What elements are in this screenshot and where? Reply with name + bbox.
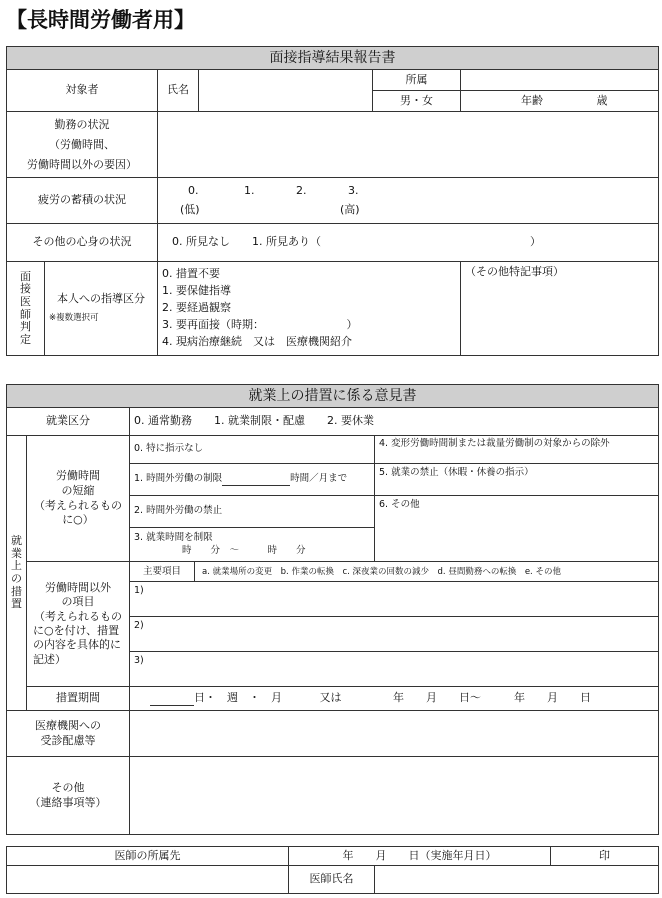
guidance-label-cell: 本人への指導区分 ※複数選択可 bbox=[45, 262, 158, 356]
doctor-name-field[interactable] bbox=[375, 866, 659, 894]
other-label: その他 （連絡事項等） bbox=[7, 757, 130, 835]
main-items-row[interactable] bbox=[130, 562, 659, 582]
period-field[interactable]: 日・ 週 ・ 月 又は 年 月 日～ 年 月 日 bbox=[130, 687, 659, 711]
doctor-info-table bbox=[6, 846, 659, 894]
medical-label: 医療機関への 受診配慮等 bbox=[7, 711, 130, 757]
fatigue-label: 疲労の蓄積の状況 bbox=[7, 178, 158, 224]
fatigue-1: 1. bbox=[244, 183, 255, 197]
item-row-2[interactable]: 2) bbox=[130, 617, 659, 652]
work-status-field[interactable] bbox=[158, 112, 659, 178]
measures-label: 就 業 上 の 措 置 bbox=[7, 436, 27, 711]
option-6[interactable]: 6. その他 bbox=[375, 496, 659, 562]
report-header: 面接指導結果報告書 bbox=[7, 47, 659, 70]
doctor-name-label: 医師氏名 bbox=[289, 866, 375, 894]
age-field[interactable] bbox=[461, 91, 659, 112]
interview-report-table bbox=[6, 46, 659, 356]
guidance-options[interactable]: 0. 措置不要 1. 要保健指導 2. 要経過観察 3. 要再面接（時期： ） 4. 現病治療継続 又は 医療機関紹介 bbox=[158, 262, 461, 356]
fatigue-2: 2. bbox=[296, 183, 307, 197]
fatigue-3: 3. bbox=[348, 183, 359, 197]
fatigue-low: (低) bbox=[180, 202, 200, 216]
doctor-affiliation-label: 医師の所属先 bbox=[7, 847, 289, 866]
gender-options[interactable]: 男・女 bbox=[373, 91, 461, 112]
work-class-label: 就業区分 bbox=[7, 408, 130, 436]
name-label: 氏名 bbox=[158, 70, 199, 112]
subject-label: 対象者 bbox=[7, 70, 158, 112]
medical-field[interactable] bbox=[130, 711, 659, 757]
work-status-label: 勤務の状況 （労働時間、 労働時間以外の要因） bbox=[7, 112, 158, 178]
name-field[interactable] bbox=[199, 70, 373, 112]
opinion-table bbox=[6, 384, 659, 835]
fatigue-0: 0. bbox=[188, 183, 199, 197]
document-title: 【長時間労働者用】 bbox=[6, 8, 195, 32]
other-field[interactable] bbox=[130, 757, 659, 835]
age-label: 年齢 bbox=[521, 93, 543, 107]
option-3[interactable]: 3. 就業時間を制限 時 分 ～ 時 分 bbox=[130, 528, 375, 562]
mental-options[interactable]: 0. 所見なし 1. 所見あり（ ） bbox=[158, 224, 659, 262]
seal-label: 印 bbox=[551, 847, 659, 866]
option-4[interactable]: 4. 変形労働時間制または裁量労働制の対象からの除外 bbox=[375, 436, 659, 464]
age-unit: 歳 bbox=[596, 93, 608, 107]
mental-label: その他の心身の状況 bbox=[7, 224, 158, 262]
other-items-label: 労働時間以外 の項目 （考えられるもの に○を付け、措置 の内容を具体的に 記述） bbox=[27, 562, 130, 687]
item-row-1[interactable]: 1) bbox=[130, 582, 659, 617]
opinion-header: 就業上の措置に係る意見書 bbox=[7, 385, 659, 408]
option-0[interactable]: 0. 特に指示なし bbox=[130, 436, 375, 464]
date-field[interactable]: 年 月 日（実施年月日） bbox=[289, 847, 551, 866]
doctor-judgment-label: 面 接 医 師 判 定 bbox=[7, 262, 45, 356]
work-class-options[interactable]: 0. 通常勤務 1. 就業制限・配慮 2. 要休業 bbox=[130, 408, 659, 436]
option-1[interactable]: 1. 時間外労働の制限 時間／月まで bbox=[130, 464, 375, 496]
affiliation-field[interactable] bbox=[461, 70, 659, 91]
main-items-label: 主要項目 bbox=[130, 562, 195, 581]
affiliation-label: 所属 bbox=[373, 70, 461, 91]
main-items-options[interactable]: a. 就業場所の変更 b. 作業の転換 c. 深夜業の回数の減少 d. 昼間勤務への転換 e. その他 bbox=[202, 567, 561, 577]
fatigue-high: (高) bbox=[340, 202, 360, 216]
item-row-3[interactable]: 3) bbox=[130, 652, 659, 687]
doctor-affiliation-field[interactable] bbox=[7, 866, 289, 894]
other-notes-label: （その他特記事項） bbox=[465, 265, 564, 278]
shorten-label: 労働時間 の短縮 （考えられるもの に○） bbox=[27, 436, 130, 562]
fatigue-scale[interactable] bbox=[158, 178, 659, 224]
option-2[interactable]: 2. 時間外労働の禁止 bbox=[130, 496, 375, 528]
other-notes-field[interactable] bbox=[461, 262, 659, 356]
option-5[interactable]: 5. 就業の禁止（休暇・休養の指示） bbox=[375, 464, 659, 496]
period-label: 措置期間 bbox=[27, 687, 130, 711]
